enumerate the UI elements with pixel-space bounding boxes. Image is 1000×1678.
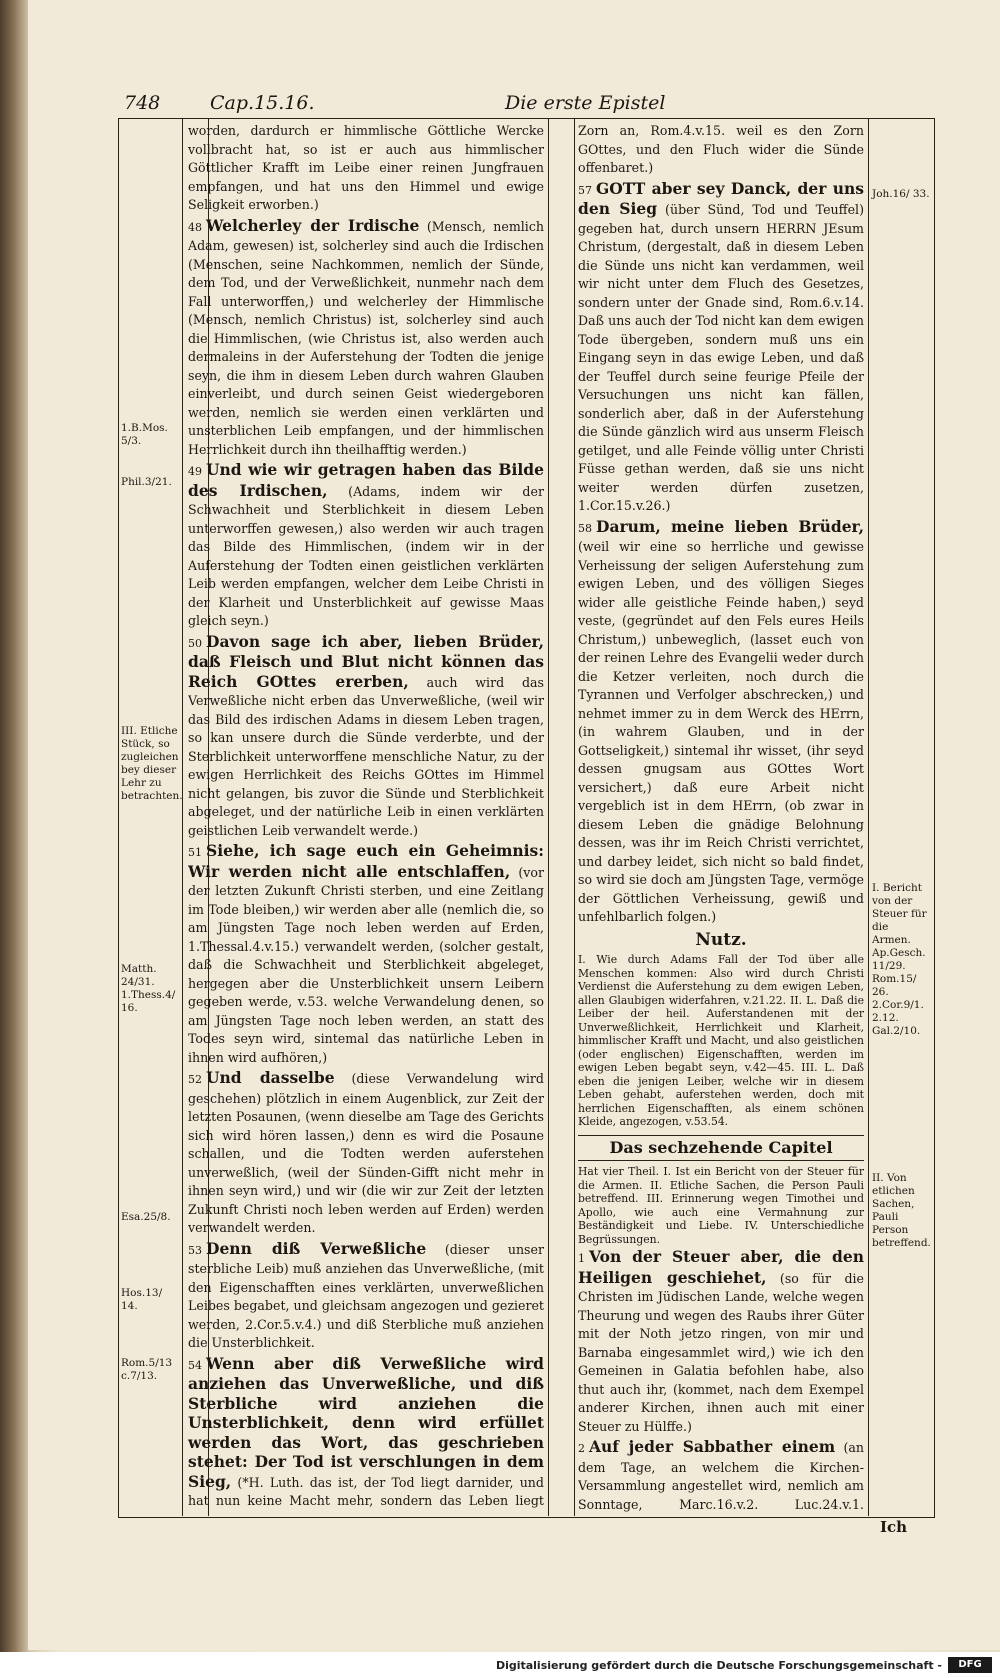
verse-48: 48 Welcherley der Irdische (Mensch, nemlich Adam, gewesen) ist, solcherley sind auch die Irdischen (Menschen, seine Nachkommen, nemlich der Sünde, dem Tod, und der Verweßlichkeit, nunmehr nach dem Fall unterworffen,) und welcherley der Himmlische (Mensch, nemlich Christus) ist, solcherley sind auch die Himmlischen, (wie Christus ist, also werden auch dermaleins in der Auferstehung der Todten die jenige seyn, die ihm in diesem Leben durch wahren Glauben einverleibt, und durch seinen Geist wiedergeboren werden, nemlich sie werden einen verklärten und unsterblichen Leib empfangen, und der himmlischen Herrlichkeit durch ihn theilhafftig werden.)	[188, 215, 544, 457]
margin-note: Esa.25/8.	[121, 1211, 171, 1223]
margin-note: III. Etliche Stück, so zugleichen bey dieser Lehr zu betrachten.	[121, 725, 183, 802]
chapter-summary: Hat vier Theil. I. Ist ein Bericht von der Steuer für die Armen. II. Etliche Sachen, die Person Pauli betreffend. III. Erinnerung wegen Timothei und Apollo, wie auch eine Vermahnung zur Beständigkeit und Liebe. IV. Unterschiedliche Begrüssungen.	[578, 1165, 864, 1246]
margin-note: II. Von etlichen Sachen, Pauli Person betreffend.	[872, 1172, 931, 1249]
verse-51: 51 Siehe, ich sage euch ein Geheimnis: Wir werden nicht alle entschlaffen, (vor der letzten Zukunft Christi sterben, und eine Zeitlang im Tode bleiben,) wir werden aber alle (nemlich die, so am Jüngsten Tage noch leben werden auf Erden, 1.Thessal.4.v.15.) verwandelt werden, (solcher gestalt, daß die Schwachheit und Sterblichkeit abgeleget, hergegen aber die Unsterblichkeit unsern Leibern gegeben werde, v.53. welche Verwandelung denen, so am Jüngsten Tage noch leben werden, an statt des Todes seyn wird, sintemal das natürliche Leben in ihnen wird aufhören,)	[188, 841, 544, 1065]
verse-58: 58 Darum, meine lieben Brüder, (weil wir eine so herrliche und gewisse Verheissung der seligen Auferstehung zum ewigen Leben, und des völligen Sieges wider alle geistliche Feinde haben,) seyd veste, (gegründet auf den Fels eures Heils Christum,) unbeweglich, (lasset euch von der reinen Lehre des Evangelii weder durch die Ketzer verleiten, noch durch die Tyrannen und Verfolger abschrecken,) und nehmet immer zu in dem Werck des HErrn, (in wahrem Glauben, und in der Gottseligkeit,) sintemal ihr wisset, (ihr seyd dessen gnugsam aus GOttes Wort versichert,) daß eure Arbeit nicht vergeblich ist in dem HErrn, (ob zwar in diesem Leben die gnädige Belohnung dessen, was ihr im Reich Christi verrichtet, und darbey leidet, sich nicht so bald findet, so wird sie doch am Jüngsten Tage, vermöge der Göttlichen Verheissung, gewiß und unfehlbarlich folgen.)	[578, 516, 864, 924]
verse-49: 49 Und wie wir getragen haben das Bilde des Irdischen, (Adams, indem wir der Schwachheit und Sterblichkeit in diesem Leben unterworffen gewesen,) also werden wir auch tragen das Bilde des Himmlischen, (indem wir in der Auferstehung der Todten einen geistlichen verklärten Leib werden empfangen, welcher dem Leibe Christi in der Klarheit und Unsterblichkeit auf gewisse Maas gleich seyn.)	[188, 460, 544, 628]
right-column	[578, 122, 864, 1512]
paragraph: worden, dardurch er himmlische Göttliche Wercke vollbracht hat, so ist er auch aus himmlischer Göttlicher Krafft im Leibe einer reinen Jungfrauen empfangen, und hat uns den Himmel und ewige Seligkeit erworben.)	[188, 123, 544, 212]
chapter-16-title: Das sechzehende Capitel	[578, 1135, 864, 1162]
margin-note: Hos.13/ 14.	[121, 1287, 163, 1312]
verse-53: 53 Denn diß Verweßliche (dieser unser sterbliche Leib) muß anziehen das Unverweßliche, (mit den Eigenschafften eines verklärten, unverweßlichen Leibes begabet, und gleichsam angezogen und gezieret werden, 2.Cor.5.v.4.) und diß Sterbliche muß anziehen die Unsterblichkeit.	[188, 1238, 544, 1350]
verse-1: 1 Von der Steuer aber, die den Heiligen geschiehet, (so für die Christen im Jüdischen Lande, welche wegen Theurung und wegen des Raubs ihrer Güter mit der Noth jetzo ringen, von mir und Barnaba eingesammlet wird,) wie ich den Gemeinen in Galatia befohlen habe, also thut auch ihr, (kommet, nach dem Exempel anderer Kirchen, ihnen auch mit einer Steuer zu Hülffe.)	[578, 1247, 864, 1434]
running-title: Die erste Epistel	[505, 92, 666, 114]
nutz-text: I. Wie durch Adams Fall der Tod über alle Menschen kommen: Also wird durch Christi Verdienst die Auferstehung zu dem ewigen Leben, allen Glaubigen widerfahren, v.21.22. II. L. Daß die Leiber der heil. Auferstandenen mit der Unverweßlichkeit, Herrlichkeit und Klarheit, himmlischer Krafft und Macht, und also geistlichen (oder englischen) Eigenschafften, werden im ewigen Leben begabt seyn, v.42—45. III. L. Daß eben die jenigen Leiber, welche wir in diesem Leben gehabt, auferstehen werden, doch mit herrlichen Eigenschafften, als einem schönen Kleide, angezogen, v.53.54.	[578, 953, 864, 1128]
center-rule	[548, 118, 549, 1516]
nutz-heading: Nutz.	[695, 929, 747, 950]
margin-note: Joh.16/ 33.	[872, 188, 930, 200]
right-margin-rule	[868, 118, 869, 1516]
right-verse-rule	[574, 118, 575, 1516]
verse-50: 50 Davon sage ich aber, lieben Brüder, daß Fleisch und Blut nicht können das Reich GOttes ererben, auch wird das Verweßliche nicht erben das Unverweßliche, (weil wir das Bild des irdischen Adams in diesem Leben tragen, so kan unsere durch die Sünde verderbte, und der Sterblichkeit unterworffene menschliche Natur, zu der ewigen Herrlichkeit des Reichs GOttes im Himmel nicht gelangen, bis zuvor die Sünde und Sterblichkeit abgeleget, und der natürliche Leib in einen verklärten geistlichen Leib verwandelt werde.)	[188, 631, 544, 838]
paragraph: Zorn an, Rom.4.v.15. weil es den Zorn GOttes, und den Fluch wider die Sünde offenbaret.)	[578, 123, 864, 175]
margin-note: Phil.3/21.	[121, 476, 172, 488]
verse-54: 54 Wenn aber diß Verweßliche wird anziehen das Unverweßliche, und diß Sterbliche wird anziehen die Unsterblichkeit, denn wird erfüllet werden das Wort, das geschrieben stehet: Der Tod ist verschlungen in dem Sieg, (*H. Luth. das ist, der Tod liegt darnider, und hat nun keine Macht mehr, sondern das Leben liegt	[188, 1353, 544, 1508]
margin-note: 1.B.Mos. 5/3.	[121, 422, 168, 447]
dfg-logo: DFG	[948, 1657, 992, 1673]
verse-2: 2 Auf jeder Sabbather einem (an dem Tage, an welchem die Kirchen-Versammlung angestellet wird, nemlich am Sonntage, Marc.16.v.2. Luc.24.v.1.	[578, 1437, 864, 1512]
verse-57: 57 GOTT aber sey Danck, der uns den Sieg (über Sünd, Tod und Teuffel) gegeben hat, durch unsern HERRN JEsum Christum, (dergestalt, daß in diesem Leben die Sünde uns nicht kan verdammen, weil wir nicht unter dem Fluch des Gesetzes, sondern unter der Gnade sind, Rom.6.v.14. Daß uns auch der Tod nicht kan dem ewigen Tode übergeben, sondern muß uns ein Eingang seyn in das ewige Leben, und daß der Teuffel durch seine feurige Pfeile der Versuchungen uns nicht kan fällen, sonderlich aber, daß in der Auferstehung die Sünde gänzlich wird aus unserm Fleisch getilget, und alle Feinde völlig unter Christi Füsse gethan werden, daß sie uns nicht weiter werden dürfen zusetzen, 1.Cor.15.v.26.)	[578, 178, 864, 513]
page-number: 748	[124, 92, 161, 114]
catchword: Ich	[880, 1518, 908, 1536]
margin-note: Matth. 24/31. 1.Thess.4/ 16.	[121, 963, 176, 1014]
margin-note: Rom.5/13 c.7/13.	[121, 1357, 173, 1382]
left-column	[188, 122, 544, 1512]
margin-note: I. Bericht von der Steuer für die Armen. Ap.Gesch. 11/29. Rom.15/ 26. 2.Cor.9/1. 2.12. Gal.2/10.	[872, 882, 927, 1037]
chapter-ref: Cap.15.16.	[210, 92, 315, 114]
left-margin-rule	[182, 118, 183, 1516]
verse-52: 52 Und dasselbe (diese Verwandelung wird geschehen) plötzlich in einem Augenblick, zur Zeit der letzten Posaunen, (wenn dieselbe am Tage des Gerichts sich wird hören lassen,) denn es wird die Posaune schallen, und die Todten werden auferstehen unverweßlich, (weil der Sünden-Gifft nicht mehr in ihnen seyn wird,) und wir (die wir zur Zeit der letzten Zukunft Christi noch leben werden auf Erden) werden verwandelt werden.	[188, 1068, 544, 1235]
digitization-footer	[0, 1652, 1000, 1678]
footer-credit: Digitalisierung gefördert durch die Deutsche Forschungsgemeinschaft -	[495, 1659, 942, 1672]
